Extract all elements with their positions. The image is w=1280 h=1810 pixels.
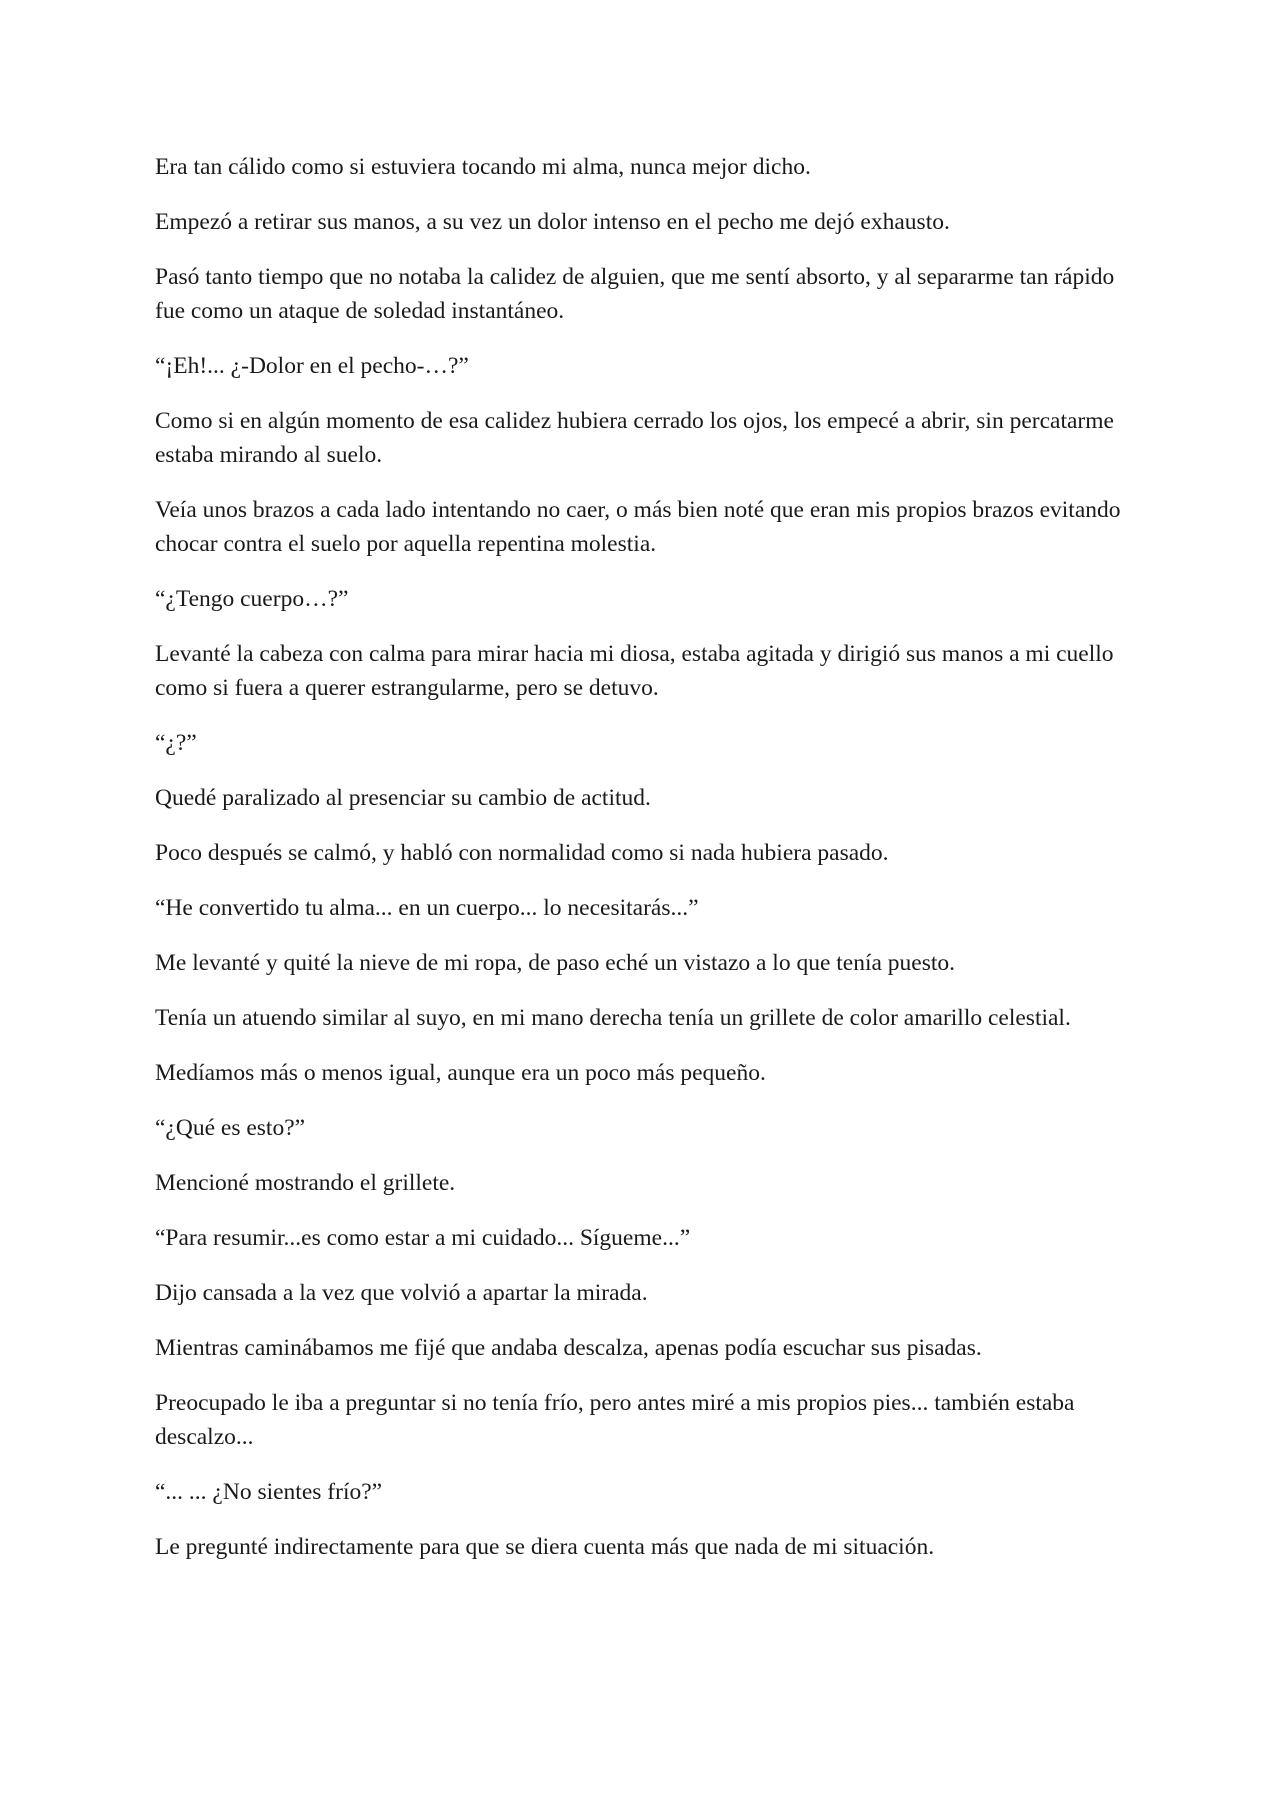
paragraph: Mientras caminábamos me fijé que andaba descalza, apenas podía escuchar sus pisadas. — [155, 1335, 982, 1361]
dialogue-line: “¿?” — [155, 730, 197, 756]
dialogue-line: “He convertido tu alma... en un cuerpo... lo necesitarás...” — [155, 895, 699, 921]
document-body — [155, 150, 1135, 1585]
paragraph: Dijo cansada a la vez que volvió a apartar la mirada. — [155, 1280, 648, 1306]
dialogue-line: “... ... ¿No sientes frío?” — [155, 1479, 383, 1505]
paragraph: Tenía un atuendo similar al suyo, en mi mano derecha tenía un grillete de color amarillo celestial. — [155, 1005, 1071, 1031]
paragraph: Como si en algún momento de esa calidez hubiera cerrado los ojos, los empecé a abrir, sin percatarme estaba mirando al suelo. — [155, 408, 1114, 468]
paragraph: Me levanté y quité la nieve de mi ropa, de paso eché un vistazo a lo que tenía puesto. — [155, 950, 956, 976]
paragraph: Levanté la cabeza con calma para mirar hacia mi diosa, estaba agitada y dirigió sus manos a mi cuello como si fuera a querer estrangularme, pero se detuvo. — [155, 641, 1114, 701]
paragraph: Pasó tanto tiempo que no notaba la calidez de alguien, que me sentí absorto, y al separarme tan rápido fue como un ataque de soledad instantáneo. — [155, 264, 1115, 324]
paragraph: Veía unos brazos a cada lado intentando no caer, o más bien noté que eran mis propios brazos evitando chocar contra el suelo por aquella repentina molestia. — [155, 497, 1121, 557]
paragraph: Era tan cálido como si estuviera tocando mi alma, nunca mejor dicho. — [155, 154, 811, 180]
paragraph: Quedé paralizado al presenciar su cambio de actitud. — [155, 785, 651, 811]
paragraph: Poco después se calmó, y habló con normalidad como si nada hubiera pasado. — [155, 840, 889, 866]
paragraph: Preocupado le iba a preguntar si no tenía frío, pero antes miré a mis propios pies... también estaba descalzo... — [155, 1390, 1075, 1450]
paragraph: Empezó a retirar sus manos, a su vez un dolor intenso en el pecho me dejó exhausto. — [155, 209, 950, 235]
paragraph: Medíamos más o menos igual, aunque era un poco más pequeño. — [155, 1060, 766, 1086]
dialogue-line: “Para resumir...es como estar a mi cuidado... Sígueme...” — [155, 1225, 691, 1251]
dialogue-line: “¿Qué es esto?” — [155, 1115, 306, 1141]
dialogue-line: “¡Eh!... ¿-Dolor en el pecho-…?” — [155, 353, 469, 379]
dialogue-line: “¿Tengo cuerpo…?” — [155, 586, 349, 612]
paragraph: Mencioné mostrando el grillete. — [155, 1170, 456, 1196]
paragraph: Le pregunté indirectamente para que se diera cuenta más que nada de mi situación. — [155, 1534, 935, 1560]
